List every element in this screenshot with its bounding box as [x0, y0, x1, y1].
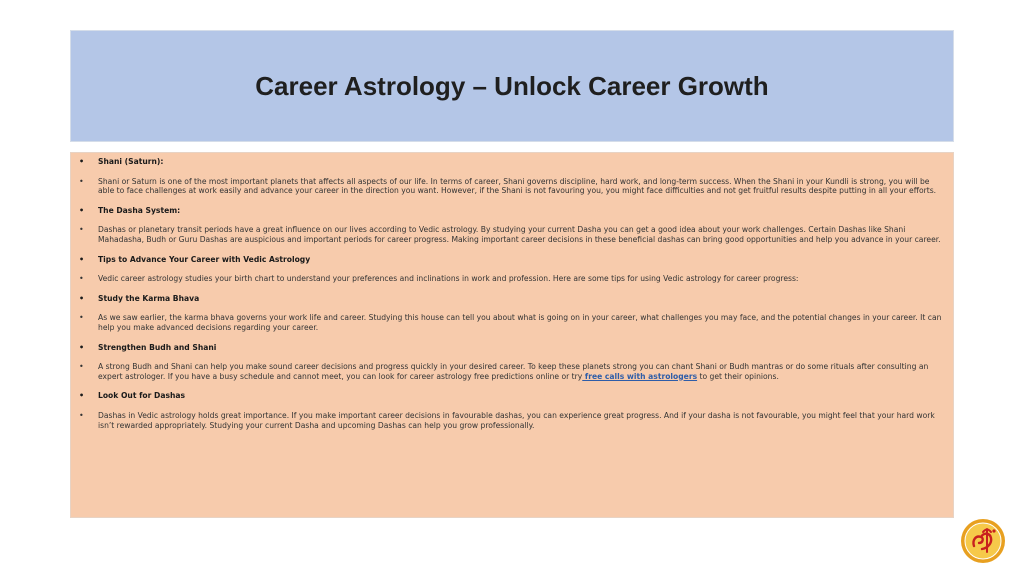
list-item-heading-dashas — [79, 391, 945, 401]
bullet-icon: • — [79, 205, 85, 215]
list-item-text: Look Out for Dashas — [98, 391, 186, 401]
bullet-icon: • — [79, 274, 84, 284]
bullet-icon: • — [79, 293, 85, 303]
list-item — [79, 225, 945, 244]
list-item-heading-shani — [79, 157, 945, 167]
om-trishul-logo-icon — [960, 518, 1006, 564]
list-item — [79, 177, 945, 196]
page-title: Career Astrology – Unlock Career Growth — [255, 70, 769, 101]
list-item-text: As we saw earlier, the karma bhava governs your work life and career. Studying this house can tell you about what is going on in your career, what challenges you may face, and the potential changes in your career. It can help you make advanced decisions regarding your career. — [98, 313, 942, 332]
content-panel — [70, 152, 954, 518]
list-item-heading-tips — [79, 255, 945, 265]
bullet-icon: • — [79, 157, 85, 166]
bullet-icon: • — [79, 342, 85, 352]
bullet-list — [79, 157, 945, 430]
list-item-heading-dasha-system — [79, 206, 945, 216]
bullet-icon: • — [79, 313, 84, 323]
list-item-text: Study the Karma Bhava — [98, 293, 200, 303]
list-item — [79, 313, 945, 332]
list-item-heading-karma-bhava — [79, 294, 945, 304]
list-item — [79, 274, 945, 284]
list-item — [79, 411, 945, 430]
list-item-text: Shani or Saturn is one of the most important planets that affects all aspects of our life. In terms of career, Shani governs discipline, hard work, and long-term success. When the Shani in your Kundli is strong, you will be able to face challenges at work easily and advance your career in the direction you want. However, if the Shani is not favouring you, you might face difficulties and not get fruitful results despite putting in all your efforts. — [98, 176, 937, 196]
list-item-text: Dashas in Vedic astrology holds great importance. If you make important career decisions in favourable dashas, you can experience great progress. And if your dasha is not favourable, you might feel that your hard work isn’t rewarded appropriately. Studying your current Dasha and upcoming Dashas can help you grow professionally. — [98, 410, 935, 430]
list-item-text: The Dasha System: — [98, 205, 181, 215]
list-item-text: Strengthen Budh and Shani — [98, 342, 217, 352]
list-item-text: Shani (Saturn): — [98, 157, 164, 166]
list-item — [79, 362, 945, 381]
bullet-icon: • — [79, 225, 84, 235]
title-banner — [70, 30, 954, 142]
bullet-icon: • — [79, 410, 84, 420]
list-item-text: Dashas or planetary transit periods have a great influence on our lives according to Vedic astrology. By studying your current Dasha you can get a good idea about your work challenges. Certain Dashas like Shani Mahadasha, Budh or Guru Dashas are auspicious and important periods for career progress. Making important career decisions in these beneficial dashas can bring good opportunities and help you advance in your career. — [98, 225, 941, 244]
list-item-heading-budh-shani — [79, 343, 945, 353]
bullet-icon: • — [79, 362, 84, 372]
bullet-icon: • — [79, 254, 85, 264]
bullet-icon: • — [79, 176, 84, 186]
list-item-text: Tips to Advance Your Career with Vedic Astrology — [98, 254, 311, 264]
brand-logo — [960, 518, 1006, 564]
list-item-text: A strong Budh and Shani can help you make sound career decisions and progress quickly in your desired career. To keep these planets strong you can chant Shani or Budh mantras or do some rituals after consulting an expert astrologer. If you have a busy schedule and cannot meet, you can look for career astrology free predictions online or try — [98, 362, 929, 381]
free-calls-link[interactable]: free calls with astrologers — [582, 371, 698, 381]
list-item-text: to get their opinions. — [697, 371, 779, 381]
list-item-text: Vedic career astrology studies your birth chart to understand your preferences and inclinations in work and profession. Here are some tips for using Vedic astrology for career progress: — [98, 274, 799, 284]
bullet-icon: • — [79, 391, 85, 401]
